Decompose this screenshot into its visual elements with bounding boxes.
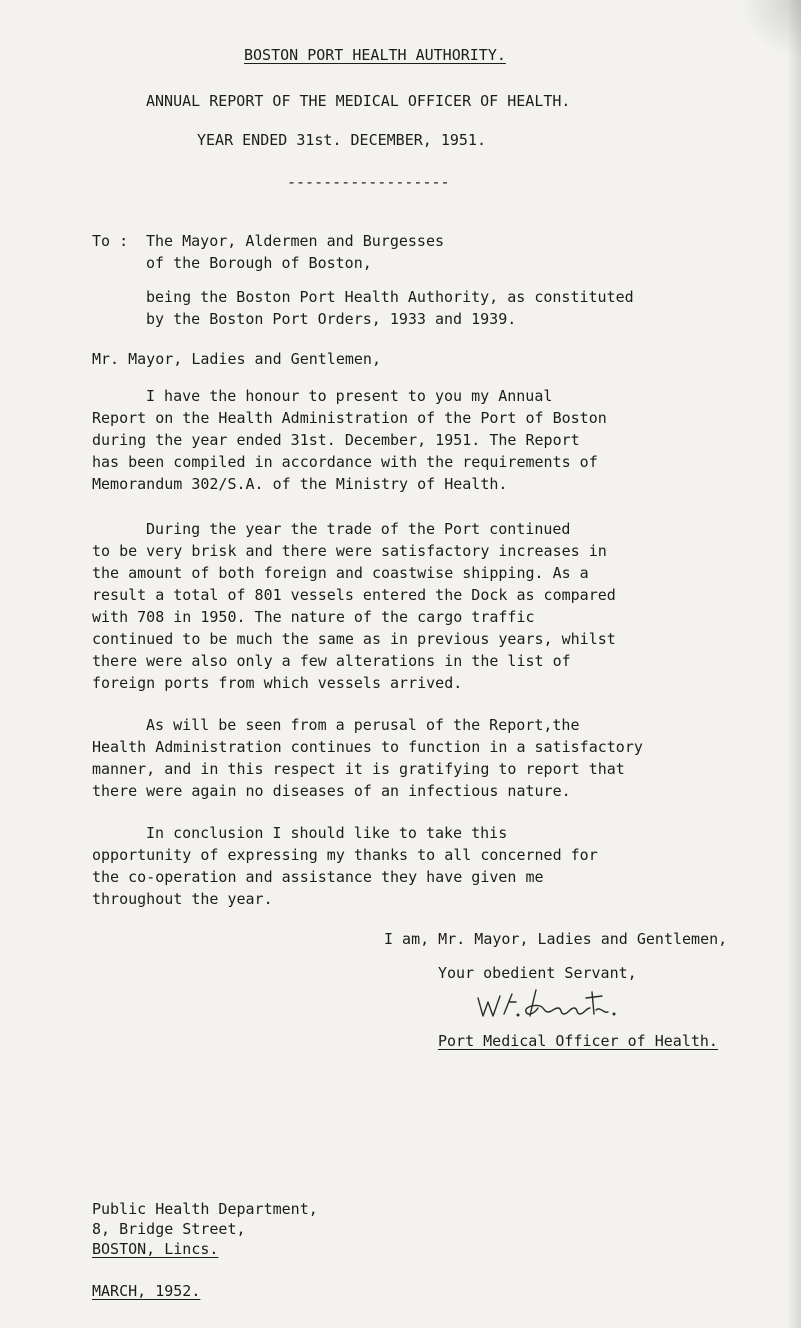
paragraph-line: with 708 in 1950. The nature of the cargo traffic bbox=[92, 608, 535, 626]
paragraph-line: continued to be much the same as in previous years, whilst bbox=[92, 630, 616, 648]
closing-line-2: Your obedient Servant, bbox=[438, 964, 637, 982]
address-line-3: being the Boston Port Health Authority, as constituted bbox=[146, 288, 634, 306]
authority-heading: BOSTON PORT HEALTH AUTHORITY. bbox=[244, 46, 506, 64]
paragraph-line: the co-operation and assistance they have given me bbox=[92, 868, 544, 886]
paragraph-line: result a total of 801 vessels entered the Dock as compared bbox=[92, 586, 616, 604]
handwritten-signature bbox=[474, 984, 654, 1024]
salutation: Mr. Mayor, Ladies and Gentlemen, bbox=[92, 350, 381, 368]
separator-rule: ------------------ bbox=[287, 173, 450, 191]
paragraph-line: there were again no diseases of an infectious nature. bbox=[92, 782, 571, 800]
paragraph-line: foreign ports from which vessels arrived. bbox=[92, 674, 463, 692]
paragraph-line: manner, and in this respect it is gratifying to report that bbox=[92, 760, 625, 778]
paragraph-line: Report on the Health Administration of the Port of Boston bbox=[92, 409, 607, 427]
paragraph-line: Health Administration continues to function in a satisfactory bbox=[92, 738, 643, 756]
address-line-2: of the Borough of Boston, bbox=[146, 254, 372, 272]
year-line: YEAR ENDED 31st. DECEMBER, 1951. bbox=[197, 131, 486, 149]
officer-title: Port Medical Officer of Health. bbox=[438, 1032, 718, 1050]
paragraph-line: opportunity of expressing my thanks to all concerned for bbox=[92, 846, 598, 864]
page-edge-shadow bbox=[787, 0, 801, 1328]
paragraph-line: to be very brisk and there were satisfactory increases in bbox=[92, 542, 607, 560]
paragraph-line: throughout the year. bbox=[92, 890, 273, 908]
paragraph-line: has been compiled in accordance with the requirements of bbox=[92, 453, 598, 471]
paragraph-line: Memorandum 302/S.A. of the Ministry of Health. bbox=[92, 475, 508, 493]
footer-address-line-2: 8, Bridge Street, bbox=[92, 1220, 246, 1238]
footer-address-line-1: Public Health Department, bbox=[92, 1200, 318, 1218]
paragraph-line: there were also only a few alterations in the list of bbox=[92, 652, 571, 670]
paragraph-line: During the year the trade of the Port continued bbox=[146, 520, 571, 538]
to-label: To : bbox=[92, 232, 129, 250]
closing-line-1: I am, Mr. Mayor, Ladies and Gentlemen, bbox=[384, 930, 728, 948]
report-title: ANNUAL REPORT OF THE MEDICAL OFFICER OF HEALTH. bbox=[146, 92, 571, 110]
report-date: MARCH, 1952. bbox=[92, 1282, 201, 1300]
page-corner-shadow bbox=[741, 0, 801, 60]
paragraph-line: As will be seen from a perusal of the Report,the bbox=[146, 716, 580, 734]
footer-address-line-3: BOSTON, Lincs. bbox=[92, 1240, 219, 1258]
paragraph-line: the amount of both foreign and coastwise shipping. As a bbox=[92, 564, 589, 582]
paragraph-line: In conclusion I should like to take this bbox=[146, 824, 508, 842]
address-line-1: The Mayor, Aldermen and Burgesses bbox=[146, 232, 445, 250]
paragraph-line: I have the honour to present to you my Annual bbox=[146, 387, 553, 405]
address-line-4: by the Boston Port Orders, 1933 and 1939. bbox=[146, 310, 517, 328]
paragraph-line: during the year ended 31st. December, 1951. The Report bbox=[92, 431, 580, 449]
